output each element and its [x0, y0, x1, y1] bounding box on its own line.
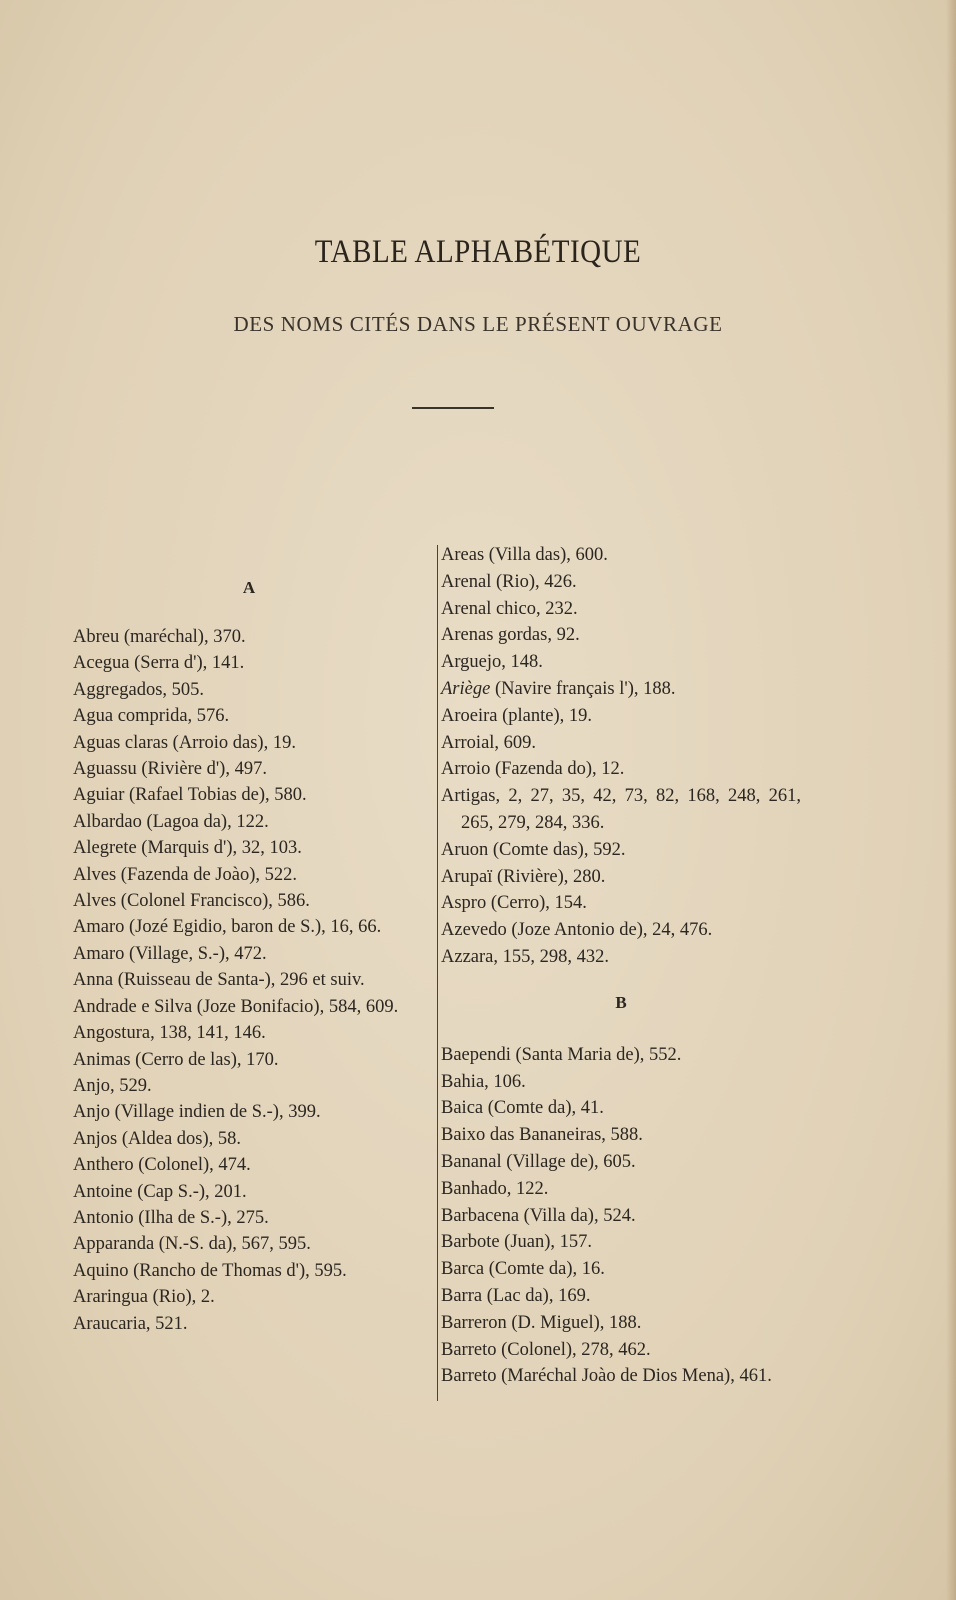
index-entry: Aruon (Comte das), 592. [441, 839, 626, 860]
index-entry: Azevedo (Joze Antonio de), 24, 476. [441, 920, 713, 941]
index-entry: Andrade e Silva (Joze Bonifacio), 584, 609. [73, 996, 399, 1017]
index-entry: Anjo (Village indien de S.-), 399. [73, 1102, 321, 1123]
index-entry: Anna (Ruisseau de Santa-), 296 et suiv. [73, 970, 365, 991]
index-entry: Albardao (Lagoa da), 122. [73, 811, 269, 832]
index-entry: Araucaria, 521. [73, 1313, 188, 1334]
index-entry: Anthero (Colonel), 474. [73, 1155, 251, 1176]
index-entry: Amaro (Village, S.-), 472. [73, 943, 267, 964]
index-entry: Arenal chico, 232. [441, 598, 578, 619]
index-entry: Baependi (Santa Maria de), 552. [441, 1044, 682, 1065]
index-entry: Azzara, 155, 298, 432. [441, 946, 609, 967]
index-entry: Baica (Comte da), 41. [441, 1098, 604, 1119]
index-entry: Aroeira (plante), 19. [441, 705, 593, 726]
index-entry: Acegua (Serra d'), 141. [73, 653, 245, 674]
section-letter-b: B [615, 992, 627, 1012]
column-divider [437, 545, 438, 1401]
ship-name-italic: Ariège [441, 678, 491, 699]
index-entry: Aguiar (Rafael Tobias de), 580. [73, 785, 307, 806]
index-entry: Barra (Lac da), 169. [441, 1285, 591, 1306]
index-entry: Antoine (Cap S.-), 201. [73, 1181, 247, 1202]
index-entry: Angostura, 138, 141, 146. [73, 1023, 266, 1044]
index-entry: Baixo das Bananeiras, 588. [441, 1125, 643, 1146]
index-entry: Arupaï (Rivière), 280. [441, 866, 606, 887]
index-entry: Anjos (Aldea dos), 58. [73, 1128, 242, 1149]
index-entry-ariege [441, 676, 801, 703]
index-entry: Animas (Cerro de las), 170. [73, 1049, 279, 1070]
index-entry: Barreron (D. Miguel), 188. [441, 1312, 642, 1333]
index-entry: Barbacena (Villa da), 524. [441, 1205, 636, 1226]
index-entry: Alves (Colonel Francisco), 586. [73, 891, 310, 912]
index-entry: Alves (Fazenda de Joào), 522. [73, 864, 297, 885]
index-entry: Arguejo, 148. [441, 652, 543, 673]
index-column-right [441, 542, 801, 1390]
index-entry: Bananal (Village de), 605. [441, 1151, 636, 1172]
index-entry: Araringua (Rio), 2. [73, 1287, 215, 1308]
index-entry: Barreto (Maréchal Joào de Dios Mena), 461. [441, 1366, 772, 1387]
index-entry: Areas (Villa das), 600. [441, 545, 608, 565]
page-subtitle: DES NOMS CITÉS DANS LE PRÉSENT OUVRAGE [233, 312, 723, 336]
index-entry: Arroial, 609. [441, 732, 537, 753]
index-entry: Aguas claras (Arroio das), 19. [73, 732, 296, 753]
index-entry: Aspro (Cerro), 154. [441, 893, 587, 914]
index-entry: Arroio (Fazenda do), 12. [441, 759, 625, 780]
index-entry: Barbote (Juan), 157. [441, 1232, 593, 1253]
index-entry: Antonio (Ilha de S.-), 275. [73, 1207, 269, 1228]
index-entry: Agua comprida, 576. [73, 706, 230, 727]
title-rule [412, 407, 494, 409]
index-entry: Anjo, 529. [73, 1075, 152, 1096]
index-entry: Barreto (Colonel), 278, 462. [441, 1339, 651, 1360]
index-entry: Arenal (Rio), 426. [441, 571, 577, 592]
index-entry: Aquino (Rancho de Thomas d'), 595. [73, 1260, 347, 1281]
index-entry: Artigas, 2, 27, 35, 42, 73, 82, 168, 248, 261, 265, 279, 284, 336. [441, 786, 801, 833]
index-entry: Arenas gordas, 92. [441, 625, 580, 646]
section-letter-a: A [242, 578, 256, 597]
index-entry: Amaro (Jozé Egidio, baron de S.), 16, 66. [73, 917, 382, 938]
index-entry: Bahia, 106. [441, 1071, 526, 1092]
index-entry: Abreu (maréchal), 370. [73, 627, 246, 647]
index-entry: Aggregados, 505. [73, 679, 205, 700]
index-entry: Barca (Comte da), 16. [441, 1259, 605, 1280]
index-column-left [73, 574, 425, 1337]
index-entry: Apparanda (N.-S. da), 567, 595. [73, 1234, 311, 1255]
index-entry: Alegrete (Marquis d'), 32, 103. [73, 838, 302, 859]
index-entry: Aguassu (Rivière d'), 497. [73, 759, 267, 780]
ship-entry-rest: (Navire français l'), 188. [490, 678, 676, 699]
page-title: TABLE ALPHABÉTIQUE [314, 234, 642, 270]
index-entry: Banhado, 122. [441, 1178, 549, 1199]
